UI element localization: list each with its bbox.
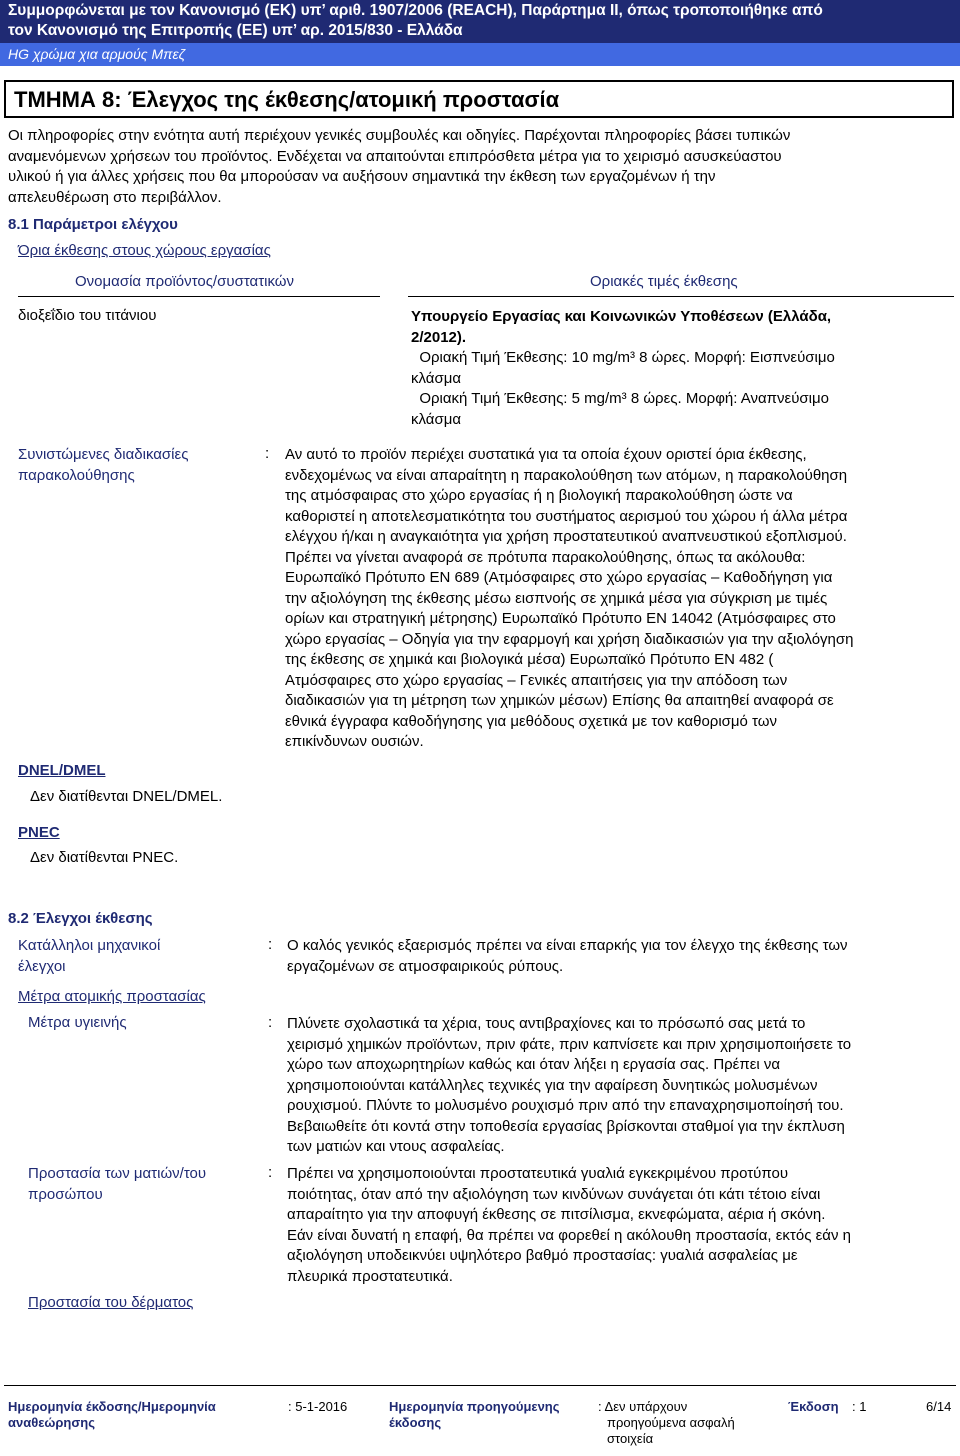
issue-date-label-line: αναθεώρησης xyxy=(8,1415,95,1430)
limit-line: Οριακή Τιμή Έκθεσης: 10 mg/m³ 8 ώρες. Μορφή: Εισπνεύσιμο xyxy=(411,349,835,366)
monitoring-line: Πρέπει να γίνεται αναφορά σε πρότυπα παρακολούθησης, όπως τα ακόλουθα: xyxy=(285,548,806,566)
hygiene-line: χώρο των αποχωρητηρίων καθώς και όταν λήξει η εργασία σας. Πρέπει να xyxy=(287,1056,781,1073)
hygiene-line: των ματιών και ντους ασφαλείας. xyxy=(287,1138,505,1155)
previous-issue-value xyxy=(598,1399,735,1447)
table-header-divider xyxy=(18,296,380,297)
table-header-divider xyxy=(408,296,954,297)
intro-line: αναμενόμενων χρήσεων του προϊόντος. Ενδέχεται να απαιτούνται επιπρόσθετα μέτρα για το χειρισμό ασυσκεύαστου xyxy=(8,147,782,165)
monitoring-line: Ατμόσφαιρες στο χώρο εργασίας – Γενικές απαιτήσεις για την απόδοση των xyxy=(285,671,788,689)
issue-date-label xyxy=(8,1399,216,1431)
monitoring-line: ενδεχομένως να είναι απαραίτητη η παρακολούθηση των ατόμων, η παρακολούθηση xyxy=(285,466,848,484)
monitoring-line: την αξιολόγηση της έκθεσης μέσω εισπνοής σε χημικά μέσα για σύγκριση με τιμές xyxy=(285,589,828,607)
hygiene-measures-text xyxy=(287,1014,957,1158)
previous-issue-label xyxy=(389,1399,560,1431)
pnec-heading: PNEC xyxy=(18,824,60,841)
monitoring-label-line: παρακολούθησης xyxy=(18,466,135,484)
monitoring-line: ελέγχου ή/και η αναγκαιότητα για χρήση προστατευτικού αναπνευστικού εξοπλισμού. xyxy=(285,528,847,545)
previous-issue-label-line: Ημερομηνία προηγούμενης xyxy=(389,1399,560,1414)
monitoring-line: επικίνδυνων ουσιών. xyxy=(285,733,424,750)
subsection-8-2-heading: 8.2 Έλεγχοι έκθεσης xyxy=(8,910,153,927)
limit-line: κλάσμα xyxy=(411,410,462,428)
monitoring-line: Αν αυτό το προϊόν περιέχει συστατικά για τα οποία έχουν οριστεί όρια έκθεσης, xyxy=(285,446,807,463)
monitoring-text xyxy=(285,445,957,753)
engineering-label-line: Κατάλληλοι μηχανικοί xyxy=(18,937,161,954)
monitoring-line: εθνικά έγγραφα καθοδήγησης για μεθόδους σχετικά με τον καθορισμό των xyxy=(285,712,777,730)
hygiene-line: Πλύνετε σχολαστικά τα χέρια, τους αντιβραχίονες και το πρόσωπό σας μετά το xyxy=(287,1015,806,1032)
monitoring-label xyxy=(18,445,188,486)
personal-protection-heading: Μέτρα ατομικής προστασίας xyxy=(18,988,206,1005)
engineering-line: εργαζομένων σε ατμοσφαιρικούς ρύπους. xyxy=(287,957,564,975)
monitoring-line: Ευρωπαϊκό Πρότυπο EN 689 (Ατμόσφαιρες στο χώρο εργασίας – Καθοδήγηση για xyxy=(285,569,833,586)
issue-date-value: : 5-1-2016 xyxy=(288,1399,348,1414)
dnel-heading: DNEL/DMEL xyxy=(18,762,106,779)
table-header-product: Ονομασία προϊόντος/συστατικών xyxy=(75,273,294,290)
eye-line: αξιολόγηση υποδεικνύει υψηλότερο βαθμό προστασίας: γυαλιά ασφαλείας με xyxy=(287,1247,798,1264)
field-colon: : xyxy=(268,1014,273,1031)
eye-line: Πρέπει να χρησιμοποιούνται προστατευτικά γυαλιά εγκεκριμένου προτύπου xyxy=(287,1165,789,1182)
previous-issue-value-line: προηγούμενα ασφαλή xyxy=(607,1415,735,1430)
pnec-text: Δεν διατίθενται PNEC. xyxy=(30,849,179,866)
hygiene-line: χειρισμό χημικών προϊόντων, πριν φάτε, πριν καπνίσετε και πριν χρησιμοποιήσετε το xyxy=(287,1035,852,1053)
previous-issue-value-line: στοιχεία xyxy=(607,1431,654,1446)
regulation-line-2: τον Κανονισμό της Επιτροπής (ΕΕ) υπ’ αρ. 2015/830 - Ελλάδα xyxy=(8,22,463,39)
hygiene-line: Βεβαιωθείτε ότι κοντά στην τοποθεσία εργασίας βρίσκονται σταθμοί για την έκπλυση xyxy=(287,1117,845,1135)
version-label: Έκδοση xyxy=(788,1399,839,1414)
hygiene-line: χρησιμοποιούνται κατάλληλες τεχνικές για την αφαίρεση δυνητικώς μολυσμένων xyxy=(287,1076,818,1094)
engineering-controls-text xyxy=(287,936,957,977)
eye-protection-text xyxy=(287,1164,957,1287)
limit-line: κλάσμα xyxy=(411,369,462,387)
intro-line: υλικού ή για άλλες χρήσεις που θα μπορούσαν να αυξήσουν σημαντικά την έκθεση των εργαζομένων ή την xyxy=(8,168,716,185)
eye-protection-label xyxy=(28,1164,206,1205)
eye-label-line: προσώπου xyxy=(28,1185,103,1203)
eye-line: Εάν είναι δυνατή η επαφή, θα πρέπει να φορεθεί η ακόλουθη προστασία, εκτός εάν η xyxy=(287,1226,851,1244)
monitoring-line: της έκθεσης σε χημικά και βιολογικά μέσα) Ευρωπαϊκό Πρότυπο EN 482 ( xyxy=(285,651,774,668)
limit-line: Υπουργείο Εργασίας και Κοινωνικών Υποθέσεων (Ελλάδα, xyxy=(411,308,832,325)
limit-line: Οριακή Τιμή Έκθεσης: 5 mg/m³ 8 ώρες. Μορφή: Αναπνεύσιμο xyxy=(411,390,829,407)
engineering-controls-label xyxy=(18,936,160,977)
monitoring-line: καθοριστεί η αποτελεσματικότητα του συστήματος αερισμού του χώρου ή άλλα μέτρα xyxy=(285,507,848,525)
intro-line: απελευθέρωση στο περιβάλλον. xyxy=(8,188,222,206)
footer-divider xyxy=(4,1385,956,1386)
monitoring-line: χώρο εργασίας – Οδηγία για την εφαρμογή και χρήση διαδικασιών για την αξιολόγηση xyxy=(285,630,854,648)
monitoring-line: διαδικασιών για τη μέτρηση των χημικών μέσων) Επίσης θα απαιτηθεί αναφορά σε xyxy=(285,692,834,709)
product-name-band xyxy=(0,43,960,66)
engineering-label-line: έλεγχοι xyxy=(18,957,66,975)
version-value: : 1 xyxy=(852,1399,867,1414)
hygiene-measures-label: Μέτρα υγιεινής xyxy=(28,1014,127,1031)
previous-issue-label-line: έκδοσης xyxy=(389,1415,442,1430)
monitoring-line: της ατμόσφαιρας στο χώρο εργασίας ή η βιολογική παρακολούθηση ώστε να xyxy=(285,487,793,504)
eye-line: απαραίτητο για την αποφυγή έκθεσης σε πιτσίλισμα, εκνεφώματα, αέρια ή σκόνη. xyxy=(287,1206,826,1223)
subsection-8-1-heading: 8.1 Παράμετροι ελέγχου xyxy=(8,216,178,233)
eye-line: πλευρικά προστατευτικά. xyxy=(287,1267,453,1285)
section-title: ΤΜΗΜΑ 8: Έλεγχος της έκθεσης/ατομική προστασία xyxy=(14,87,560,112)
monitoring-line: ορίων και στρατηγική μέτρησης) Ευρωπαϊκό Πρότυπο EN 14042 (Ατμόσφαιρες στο xyxy=(285,610,836,627)
skin-protection-heading: Προστασία του δέρματος xyxy=(28,1294,194,1311)
table-header-limits: Οριακές τιμές έκθεσης xyxy=(590,273,738,290)
limit-line: 2/2012). xyxy=(411,328,467,346)
monitoring-label-line: Συνιστώμενες διαδικασίες xyxy=(18,446,189,463)
engineering-line: Ο καλός γενικός εξαερισμός πρέπει να είναι επαρκής για τον έλεγχο της έκθεσης των xyxy=(287,937,848,954)
field-colon: : xyxy=(265,445,270,462)
previous-issue-value-line: : Δεν υπάρχουν xyxy=(598,1399,688,1414)
table-cell-limits xyxy=(411,307,956,430)
field-colon: : xyxy=(268,1164,273,1181)
eye-line: ποιότητας, όταν από την αξιολόγηση των κινδύνων συνάγεται ότι κάτι τέτοιο είναι xyxy=(287,1185,821,1203)
intro-line: Οι πληροφορίες στην ενότητα αυτή περιέχουν γενικές συμβουλές και οδηγίες. Παρέχονται πληροφορίες βάσει τυπικών xyxy=(8,127,791,144)
dnel-text: Δεν διατίθενται DNEL/DMEL. xyxy=(30,788,223,805)
field-colon: : xyxy=(268,936,273,953)
table-cell-product: διοξεΐδιο του τιτάνιου xyxy=(18,307,157,324)
product-name: HG χρώμα χια αρμούς Μπεζ xyxy=(8,46,186,62)
section-title-box xyxy=(4,80,954,118)
hygiene-line: ρουχισμού. Πλύντε το μολυσμένο ρουχισμό πριν από την επαναχρησιμοποίησή του. xyxy=(287,1097,844,1114)
page-number: 6/14 xyxy=(926,1399,952,1414)
issue-date-label-line: Ημερομηνία έκδοσης/Ημερομηνία xyxy=(8,1399,216,1414)
regulation-line-1: Συμμορφώνεται με τον Κανονισμό (ΕΚ) υπ’ αριθ. 1907/2006 (REACH), Παράρτημα II, όπως τροποποιήθηκε από xyxy=(8,2,823,19)
section-intro xyxy=(8,126,956,208)
workplace-limits-heading: Όρια έκθεσης στους χώρους εργασίας xyxy=(18,242,271,259)
eye-label-line: Προστασία των ματιών/του xyxy=(28,1165,207,1182)
